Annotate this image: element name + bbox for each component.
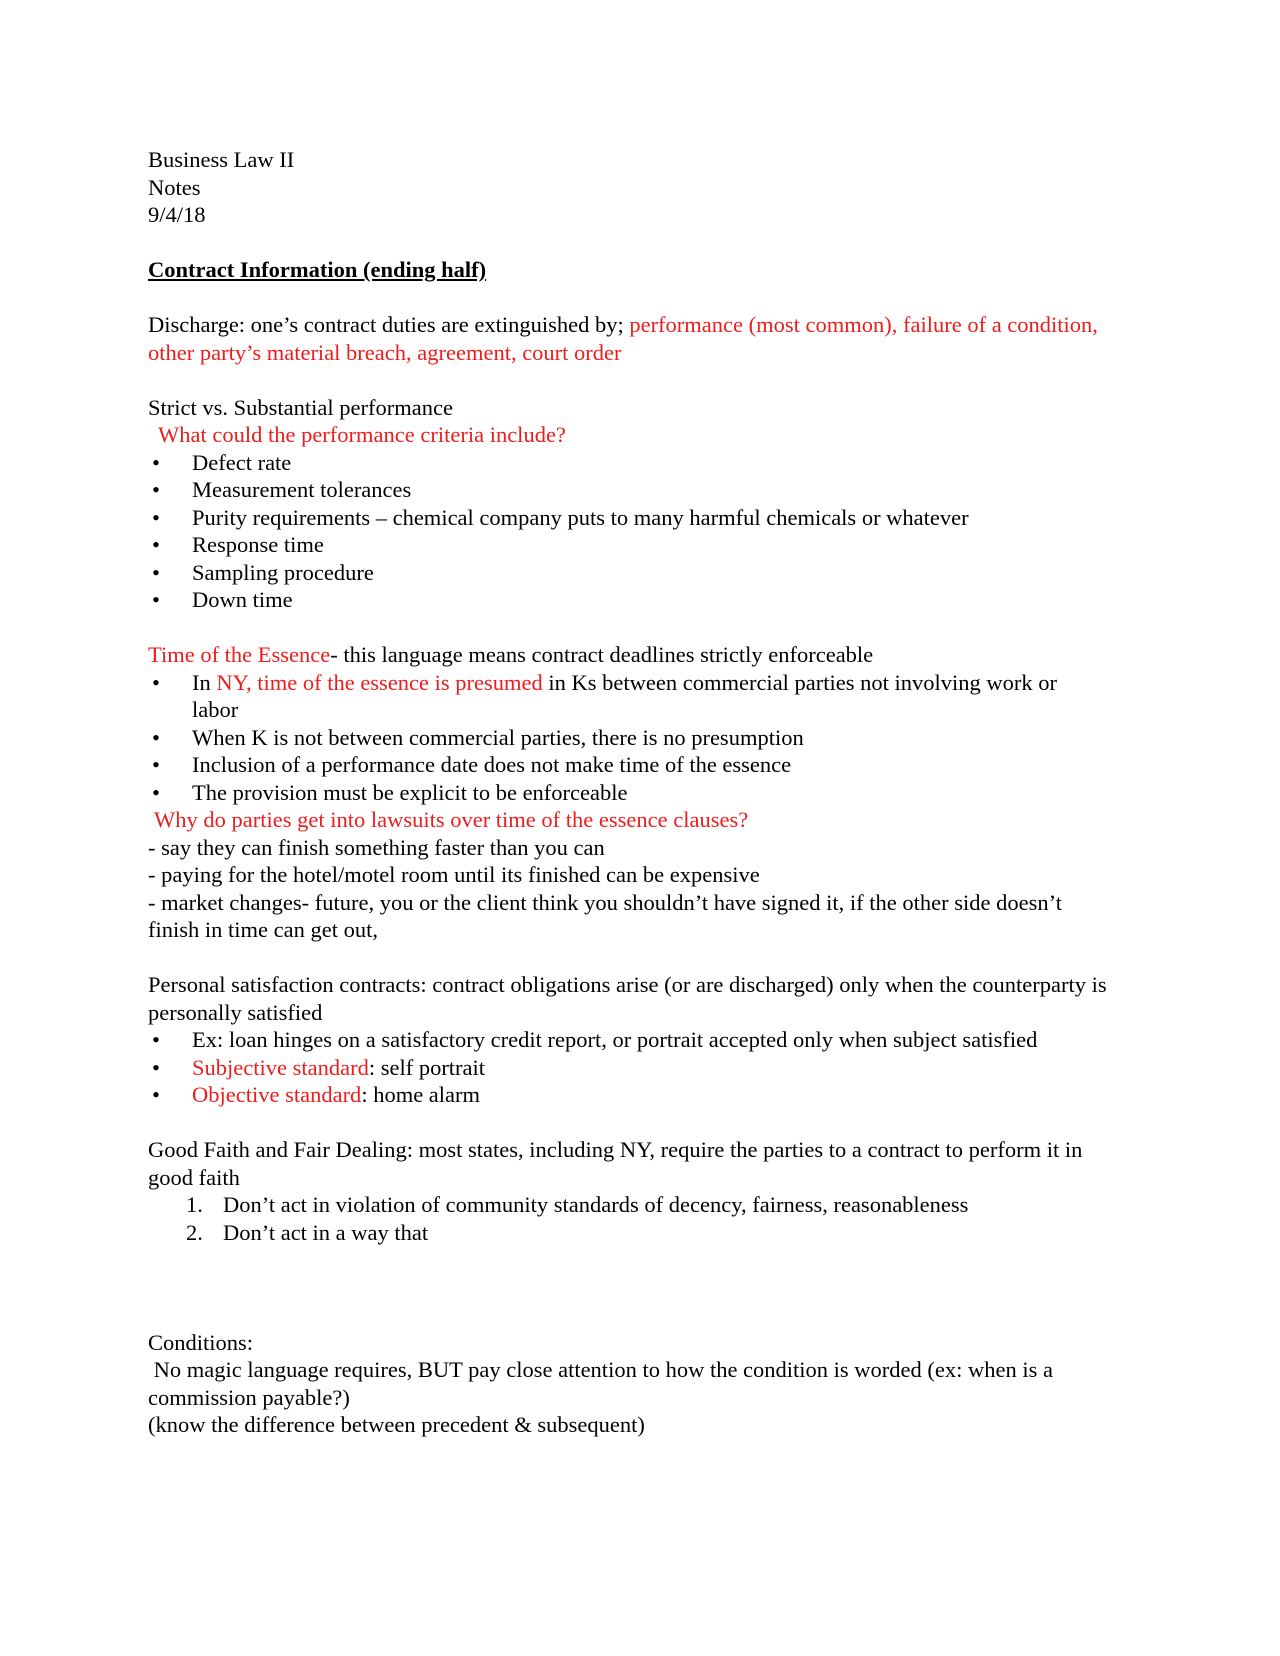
- list-item-text: Purity requirements – chemical company puts to many harmful chemicals or whatever: [192, 504, 969, 530]
- bullet-icon: •: [152, 1054, 160, 1080]
- bullet-icon: •: [152, 724, 160, 750]
- satisfaction-list: [148, 1026, 1108, 1109]
- list-number: 2.: [186, 1219, 203, 1245]
- list-item: [148, 724, 1108, 752]
- spacer: [148, 1109, 1108, 1137]
- essence-answer: - say they can finish something faster than you can: [148, 834, 605, 860]
- discharge-methods: performance (most common), failure of a condition, other party’s material breach, agreement, court order: [148, 312, 1098, 365]
- document-page: [148, 146, 1108, 1439]
- list-item: [148, 669, 1108, 724]
- good-faith-intro: Good Faith and Fair Dealing: most states, including NY, require the parties to a contract to perform it in good faith: [148, 1137, 1083, 1190]
- discharge-prefix: Discharge: one’s contract duties are extinguished by;: [148, 312, 630, 337]
- list-item-text: The provision must be explicit to be enforceable: [192, 779, 628, 805]
- list-item-text: Inclusion of a performance date does not make time of the essence: [192, 752, 792, 777]
- spacer: [148, 1246, 1108, 1274]
- bullet-icon: •: [152, 449, 160, 475]
- bullet-icon: •: [152, 532, 160, 557]
- list-item-text: Down time: [192, 587, 293, 612]
- spacer: [148, 284, 1108, 312]
- doc-type: Notes: [148, 174, 201, 200]
- list-item: [148, 1081, 1108, 1109]
- bullet-icon: •: [152, 779, 160, 805]
- criteria-list: [148, 449, 1108, 614]
- bullet-icon: •: [152, 1027, 160, 1052]
- list-item-text: Sampling procedure: [192, 559, 374, 585]
- doc-date: 9/4/18: [148, 202, 206, 227]
- bullet-icon: •: [152, 1082, 160, 1107]
- essence-term: Time of the Essence: [148, 642, 331, 667]
- section-title: Contract Information (ending half): [148, 257, 487, 282]
- bullet-icon: •: [152, 669, 160, 695]
- list-item-text: Don’t act in a way that: [223, 1219, 429, 1245]
- list-item: [148, 559, 1108, 587]
- spacer: [148, 1301, 1108, 1329]
- list-item-text: Response time: [192, 532, 324, 557]
- list-item-text-post: in Ks between commercial parties not involving work or labor: [192, 669, 1058, 722]
- list-item: [148, 1191, 1108, 1219]
- spacer: [148, 1274, 1108, 1302]
- satisfaction-intro: Personal satisfaction contracts: contract obligations arise (or are discharged) only when the counterparty is personally satisfied: [148, 972, 1107, 1025]
- bullet-icon: •: [152, 752, 160, 777]
- list-item: [148, 504, 1108, 532]
- bullet-icon: •: [152, 587, 160, 612]
- list-item-text: Ex: loan hinges on a satisfactory credit report, or portrait accepted only when subject satisfied: [192, 1027, 1038, 1052]
- list-item-text: When K is not between commercial parties, there is no presumption: [192, 724, 804, 750]
- strict-question: What could the performance criteria include?: [158, 422, 566, 447]
- essence-question: Why do parties get into lawsuits over time of the essence clauses?: [154, 807, 749, 832]
- list-item-text-pre: In: [192, 669, 217, 695]
- conditions-heading: Conditions:: [148, 1329, 254, 1355]
- bullet-icon: •: [152, 504, 160, 530]
- list-item: [148, 531, 1108, 559]
- conditions-note-text: No magic language requires, BUT pay close attention to how the condition is worded (ex: when is a commission payable?): [148, 1357, 1053, 1410]
- course-name: Business Law II: [148, 147, 295, 172]
- list-item: [148, 1026, 1108, 1054]
- list-item: [148, 1219, 1108, 1247]
- list-item: [148, 449, 1108, 477]
- essence-list: [148, 669, 1108, 807]
- essence-answer: - paying for the hotel/motel room until its finished can be expensive: [148, 862, 760, 887]
- bullet-icon: •: [152, 477, 160, 502]
- spacer: [148, 944, 1108, 972]
- spacer: [148, 614, 1108, 642]
- good-faith-list: [148, 1191, 1108, 1246]
- spacer: [148, 366, 1108, 394]
- essence-heading: [148, 641, 1108, 669]
- essence-definition: - this language means contract deadlines strictly enforceable: [330, 642, 874, 667]
- list-item: [148, 751, 1108, 779]
- list-item: [148, 586, 1108, 614]
- subjective-label: Subjective standard: [192, 1054, 369, 1080]
- list-item: [148, 476, 1108, 504]
- essence-answer: - market changes- future, you or the client think you shouldn’t have signed it, if the other side doesn’t finish in time can get out,: [148, 889, 1062, 942]
- list-item-text: Don’t act in violation of community standards of decency, fairness, reasonableness: [223, 1192, 969, 1217]
- spacer: [148, 229, 1108, 257]
- list-item-text-red: NY, time of the essence is presumed: [216, 669, 543, 695]
- list-item-text: Defect rate: [192, 449, 292, 475]
- list-item: [148, 779, 1108, 807]
- list-item: [148, 1054, 1108, 1082]
- objective-example: : home alarm: [361, 1082, 481, 1107]
- discharge-paragraph: [148, 311, 1108, 366]
- bullet-icon: •: [152, 559, 160, 585]
- list-item-text: Measurement tolerances: [192, 477, 412, 502]
- conditions-note: [148, 1356, 1108, 1411]
- strict-heading: Strict vs. Substantial performance: [148, 394, 453, 420]
- conditions-reminder: (know the difference between precedent & subsequent): [148, 1412, 645, 1437]
- objective-label: Objective standard: [192, 1082, 362, 1107]
- list-number: 1.: [186, 1192, 203, 1217]
- subjective-example: : self portrait: [368, 1054, 486, 1080]
